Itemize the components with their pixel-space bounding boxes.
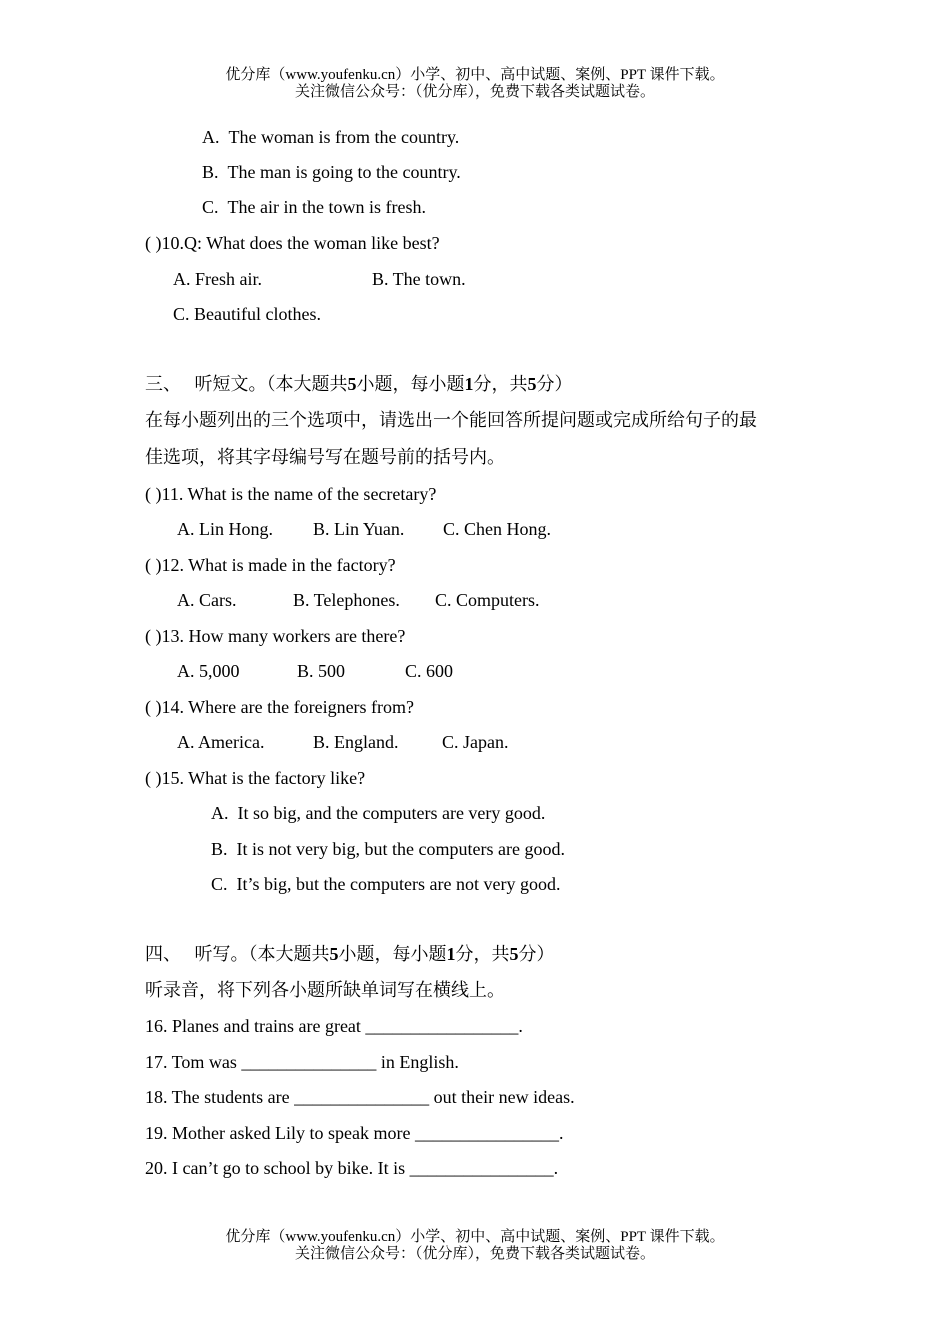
option-letter: A.	[211, 803, 229, 823]
q9-option-b	[202, 161, 461, 183]
dictation-item-20: 20. I can’t go to school by bike. It is ________________.	[145, 1158, 559, 1178]
q15-option-b	[211, 838, 565, 860]
q9-option-a	[202, 126, 459, 148]
option-text: The air in the town is fresh.	[227, 197, 426, 217]
option-text: The man is going to the country.	[227, 162, 461, 182]
option-letter: C.	[211, 874, 228, 894]
q11-stem: ( )11. What is the name of the secretary?	[145, 484, 437, 504]
page-header	[0, 67, 950, 101]
dictation-item-18: 18. The students are _______________ out their new ideas.	[145, 1087, 575, 1107]
footer-line-1: 优分库（www.youfenku.cn）小学、初中、高中试题、案例、PPT 课件下载。	[225, 1229, 725, 1245]
q14-option-a: A. America.	[177, 732, 265, 752]
header-line-1: 优分库（www.youfenku.cn）小学、初中、高中试题、案例、PPT 课件下载。	[225, 67, 725, 83]
header-line-2: 关注微信公众号：（优分库），免费下载各类试题试卷。	[294, 84, 655, 100]
q12-option-b: B. Telephones.	[293, 590, 400, 610]
page-footer	[0, 1229, 950, 1263]
section4-title: 分，共	[455, 944, 510, 964]
footer-line-2: 关注微信公众号：（优分库），免费下载各类试题试卷。	[294, 1246, 655, 1262]
q13-option-a: A. 5,000	[177, 661, 240, 681]
q15-option-c	[211, 873, 560, 895]
q14-stem: ( )14. Where are the foreigners from?	[145, 697, 415, 717]
section4-heading	[145, 943, 555, 965]
section3-number: 三、	[145, 374, 181, 394]
q10-option-a: A. Fresh air.	[173, 269, 262, 289]
section3-title: 分）	[536, 374, 573, 394]
q9-option-c	[202, 196, 426, 218]
q10-option-b: B. The town.	[372, 269, 466, 289]
question-count: 5	[347, 374, 357, 394]
section4-number: 四、	[145, 944, 181, 964]
q11-option-b: B. Lin Yuan.	[313, 519, 405, 539]
q11-option-a: A. Lin Hong.	[177, 519, 273, 539]
q12-option-a: A. Cars.	[177, 590, 237, 610]
q15-stem: ( )15. What is the factory like?	[145, 768, 366, 788]
option-letter: A.	[202, 127, 220, 147]
section4-title: 分）	[518, 944, 555, 964]
section4-title: 小题，每小题	[338, 944, 447, 964]
q14-option-b: B. England.	[313, 732, 399, 752]
q12-option-c: C. Computers.	[435, 590, 540, 610]
dictation-item-16: 16. Planes and trains are great _________________.	[145, 1016, 523, 1036]
option-text: It is not very big, but the computers are good.	[236, 839, 565, 859]
section4-instructions: 听录音，将下列各小题所缺单词写在横线上。	[145, 980, 505, 1000]
option-letter: B.	[202, 162, 219, 182]
q13-stem: ( )13. How many workers are there?	[145, 626, 406, 646]
points-each: 1	[464, 374, 474, 394]
option-letter: B.	[211, 839, 228, 859]
q13-option-c: C. 600	[405, 661, 454, 681]
section3-title: 听短文。（本大题共	[194, 374, 348, 394]
points-total: 5	[509, 944, 519, 964]
section4-title: 听写。（本大题共	[194, 944, 330, 964]
q14-option-c: C. Japan.	[442, 732, 509, 752]
points-total: 5	[527, 374, 537, 394]
section3-title: 小题，每小题	[356, 374, 465, 394]
section3-heading	[145, 373, 573, 395]
section3-title: 分，共	[473, 374, 528, 394]
section3-instructions-2: 佳选项，将其字母编号写在题号前的括号内。	[145, 447, 505, 467]
option-text: The woman is from the country.	[228, 127, 460, 147]
dictation-item-19: 19. Mother asked Lily to speak more ________________.	[145, 1123, 564, 1143]
option-letter: C.	[202, 197, 219, 217]
question-count: 5	[329, 944, 339, 964]
dictation-item-17: 17. Tom was _______________ in English.	[145, 1052, 459, 1072]
q13-option-b: B. 500	[297, 661, 346, 681]
option-text: It’s big, but the computers are not very good.	[236, 874, 561, 894]
q10-stem: ( )10.Q: What does the woman like best?	[145, 233, 440, 253]
q10-option-c: C. Beautiful clothes.	[173, 304, 321, 324]
q12-stem: ( )12. What is made in the factory?	[145, 555, 396, 575]
section3-instructions-1: 在每小题列出的三个选项中，请选出一个能回答所提问题或完成所给句子的最	[145, 410, 757, 430]
q15-option-a	[211, 802, 545, 824]
option-text: It so big, and the computers are very good.	[237, 803, 546, 823]
q11-option-c: C. Chen Hong.	[443, 519, 551, 539]
points-each: 1	[446, 944, 456, 964]
